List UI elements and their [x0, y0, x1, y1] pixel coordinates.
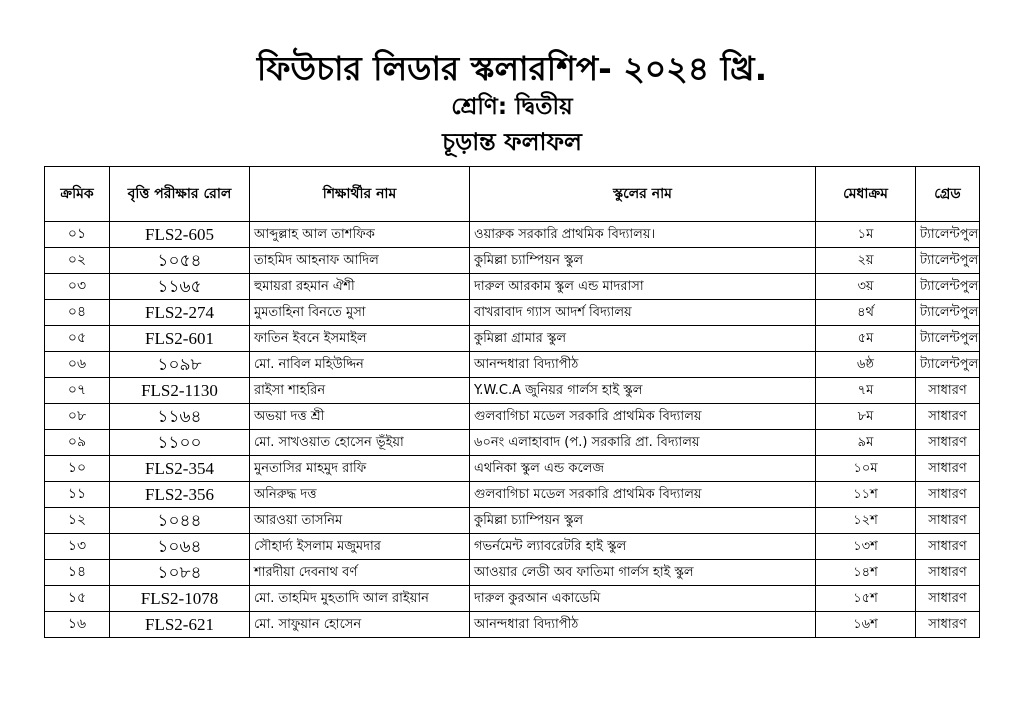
cell-school-name: আনন্দধারা বিদ্যাপীঠ — [470, 352, 816, 378]
cell-student-name: মুমতাহিনা বিনতে মুসা — [250, 300, 470, 326]
cell-roll: ১০৫৪ — [110, 248, 250, 274]
page-title: ফিউচার লিডার স্কলারশিপ- ২০২৪ খ্রি. — [256, 49, 768, 88]
cell-merit: ১৬শ — [816, 612, 916, 638]
cell-grade: ট্যালেন্টপুল — [916, 222, 980, 248]
cell-merit: ১০ম — [816, 456, 916, 482]
cell-grade: সাধারণ — [916, 404, 980, 430]
cell-student-name: শারদীয়া দেবনাথ বর্ণ — [250, 560, 470, 586]
cell-roll: ১১৬৪ — [110, 404, 250, 430]
cell-serial: ০৫ — [45, 326, 110, 352]
cell-school-name: আওয়ার লেডী অব ফাতিমা গার্লস হাই স্কুল — [470, 560, 816, 586]
table-row — [45, 430, 980, 456]
table-row — [45, 482, 980, 508]
cell-serial: ১৫ — [45, 586, 110, 612]
cell-serial: ০৬ — [45, 352, 110, 378]
table-row — [45, 508, 980, 534]
cell-serial: ০৯ — [45, 430, 110, 456]
cell-grade: সাধারণ — [916, 482, 980, 508]
cell-student-name: তাহমিদ আহনাফ আদিল — [250, 248, 470, 274]
cell-school-name: বাখরাবাদ গ্যাস আদর্শ বিদ্যালয় — [470, 300, 816, 326]
cell-merit: ১২শ — [816, 508, 916, 534]
table-row — [45, 456, 980, 482]
cell-merit: ৫ম — [816, 326, 916, 352]
cell-school-name: কুমিল্লা চ্যাম্পিয়ন স্কুল — [470, 248, 816, 274]
cell-student-name: আব্দুল্লাহ আল তাশফিক — [250, 222, 470, 248]
cell-merit: ৬ষ্ঠ — [816, 352, 916, 378]
results-body — [45, 222, 980, 638]
table-row — [45, 560, 980, 586]
cell-serial: ১৬ — [45, 612, 110, 638]
cell-merit: ৯ম — [816, 430, 916, 456]
table-row — [45, 612, 980, 638]
cell-merit: ১৪শ — [816, 560, 916, 586]
cell-grade: সাধারণ — [916, 560, 980, 586]
column-header-grade: গ্রেড — [916, 167, 980, 222]
column-header-roll: বৃত্তি পরীক্ষার রোল — [110, 167, 250, 222]
cell-school-name: ওয়ারুক সরকারি প্রাথমিক বিদ্যালয়। — [470, 222, 816, 248]
cell-serial: ১২ — [45, 508, 110, 534]
cell-merit: ৮ম — [816, 404, 916, 430]
table-row — [45, 404, 980, 430]
cell-serial: ১০ — [45, 456, 110, 482]
table-row — [45, 586, 980, 612]
results-table — [44, 166, 980, 638]
cell-grade: সাধারণ — [916, 612, 980, 638]
cell-grade: সাধারণ — [916, 378, 980, 404]
cell-serial: ০৮ — [45, 404, 110, 430]
cell-school-name: দারুল কুরআন একাডেমি — [470, 586, 816, 612]
cell-merit: ১ম — [816, 222, 916, 248]
cell-school-name: আনন্দধারা বিদ্যাপীঠ — [470, 612, 816, 638]
cell-grade: ট্যালেন্টপুল — [916, 300, 980, 326]
cell-merit: ১৩শ — [816, 534, 916, 560]
cell-roll: ১০৪৪ — [110, 508, 250, 534]
cell-grade: ট্যালেন্টপুল — [916, 352, 980, 378]
cell-grade: সাধারণ — [916, 508, 980, 534]
cell-grade: সাধারণ — [916, 586, 980, 612]
cell-merit: ১১শ — [816, 482, 916, 508]
cell-student-name: মো. সাখওয়াত হোসেন ভূঁইয়া — [250, 430, 470, 456]
cell-merit: ৪র্থ — [816, 300, 916, 326]
result-label: চূড়ান্ত ফলাফল — [442, 128, 582, 156]
cell-student-name: মো. নাবিল মহিউদ্দিন — [250, 352, 470, 378]
cell-roll: FLS2-274 — [110, 300, 250, 326]
table-row — [45, 534, 980, 560]
cell-serial: ০৩ — [45, 274, 110, 300]
class-label: শ্রেণি: দ্বিতীয় — [451, 94, 573, 120]
cell-school-name: গুলবাগিচা মডেল সরকারি প্রাথমিক বিদ্যালয় — [470, 404, 816, 430]
cell-student-name: মো. সাফুয়ান হোসেন — [250, 612, 470, 638]
cell-serial: ০৭ — [45, 378, 110, 404]
cell-student-name: আরওয়া তাসনিম — [250, 508, 470, 534]
cell-roll: FLS2-354 — [110, 456, 250, 482]
cell-school-name: Y.W.C.A জুনিয়র গার্লস হাই স্কুল — [470, 378, 816, 404]
column-header-school: স্কুলের নাম — [470, 167, 816, 222]
cell-student-name: মো. তাহমিদ মুহতাদি আল রাইয়ান — [250, 586, 470, 612]
cell-serial: ০১ — [45, 222, 110, 248]
cell-roll: FLS2-1078 — [110, 586, 250, 612]
cell-student-name: অনিরুদ্ধ দত্ত — [250, 482, 470, 508]
cell-student-name: অভয়া দত্ত শ্রী — [250, 404, 470, 430]
table-row — [45, 378, 980, 404]
cell-student-name: রাইসা শাহরিন — [250, 378, 470, 404]
cell-grade: ট্যালেন্টপুল — [916, 274, 980, 300]
cell-student-name: হুমায়রা রহমান ঐশী — [250, 274, 470, 300]
cell-roll: FLS2-601 — [110, 326, 250, 352]
cell-serial: ০২ — [45, 248, 110, 274]
table-row — [45, 300, 980, 326]
cell-grade: ট্যালেন্টপুল — [916, 326, 980, 352]
cell-serial: ১১ — [45, 482, 110, 508]
cell-roll: ১০৯৮ — [110, 352, 250, 378]
table-row — [45, 222, 980, 248]
cell-student-name: মুনতাসির মাহমুদ রাফি — [250, 456, 470, 482]
cell-student-name: সৌহার্দ্য ইসলাম মজুমদার — [250, 534, 470, 560]
cell-roll: FLS2-356 — [110, 482, 250, 508]
table-row — [45, 248, 980, 274]
cell-serial: ১৩ — [45, 534, 110, 560]
table-header-row — [45, 167, 980, 222]
cell-grade: সাধারণ — [916, 456, 980, 482]
cell-school-name: দারুল আরকাম স্কুল এন্ড মাদরাসা — [470, 274, 816, 300]
column-header-serial: ক্রমিক — [45, 167, 110, 222]
cell-merit: ২য় — [816, 248, 916, 274]
cell-serial: ১৪ — [45, 560, 110, 586]
table-row — [45, 274, 980, 300]
cell-serial: ০৪ — [45, 300, 110, 326]
cell-school-name: ৬০নং এলাহাবাদ (প.) সরকারি প্রা. বিদ্যালয় — [470, 430, 816, 456]
cell-grade: সাধারণ — [916, 430, 980, 456]
cell-roll: FLS2-605 — [110, 222, 250, 248]
cell-merit: ১৫শ — [816, 586, 916, 612]
cell-school-name: গভর্নমেন্ট ল্যাবরেটরি হাই স্কুল — [470, 534, 816, 560]
cell-roll: ১১০০ — [110, 430, 250, 456]
cell-grade: ট্যালেন্টপুল — [916, 248, 980, 274]
cell-school-name: গুলবাগিচা মডেল সরকারি প্রাথমিক বিদ্যালয় — [470, 482, 816, 508]
cell-roll: ১০৮৪ — [110, 560, 250, 586]
table-row — [45, 326, 980, 352]
cell-roll: FLS2-1130 — [110, 378, 250, 404]
column-header-merit: মেধাক্রম — [816, 167, 916, 222]
table-row — [45, 352, 980, 378]
cell-student-name: ফাতিন ইবনে ইসমাইল — [250, 326, 470, 352]
cell-school-name: কুমিল্লা চ্যাম্পিয়ন স্কুল — [470, 508, 816, 534]
cell-school-name: এথনিকা স্কুল এন্ড কলেজ — [470, 456, 816, 482]
cell-merit: ৭ম — [816, 378, 916, 404]
cell-merit: ৩য় — [816, 274, 916, 300]
cell-school-name: কুমিল্লা গ্রামার স্কুল — [470, 326, 816, 352]
cell-roll: ১০৬৪ — [110, 534, 250, 560]
cell-roll: FLS2-621 — [110, 612, 250, 638]
cell-grade: সাধারণ — [916, 534, 980, 560]
column-header-name: শিক্ষার্থীর নাম — [250, 167, 470, 222]
cell-roll: ১১৬৫ — [110, 274, 250, 300]
